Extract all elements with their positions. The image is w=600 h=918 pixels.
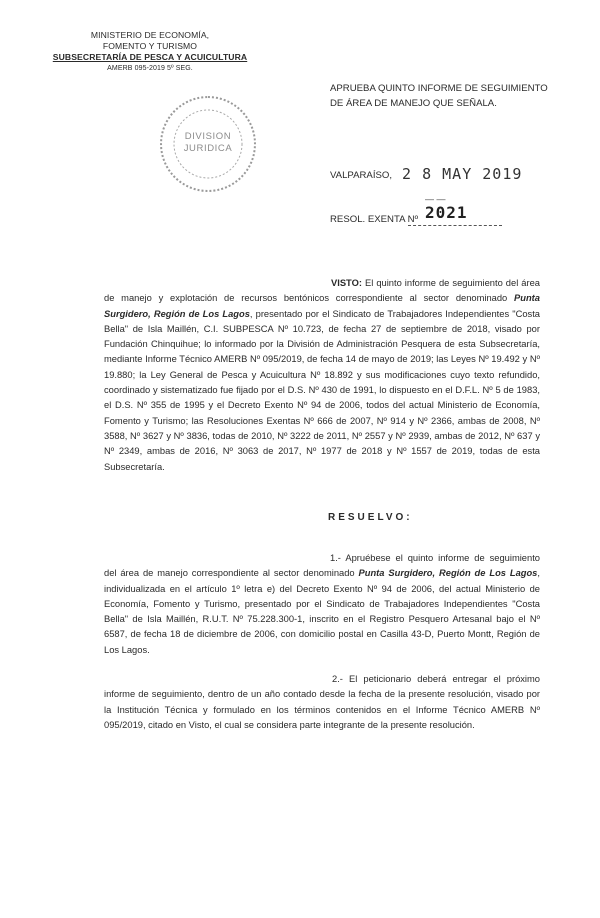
ministry-line-2: FOMENTO Y TURISMO xyxy=(102,41,198,51)
letterhead xyxy=(50,30,250,74)
point1-text-b: , individualizada en el artículo 1º letra e) del Decreto Exento Nº 94 de 2006, del actual Ministerio de Economía, Fomento y Turismo, presentado por el Sindicato de Trabajadores Independientes "Costa Bella" de Isla Maillén, R.U.T. Nº 75.228.300-1, inscrito en el Registro Pesquero Artesanal bajo el Nº 6587, de fecha 18 de diciembre de 2006, con domicilio postal en Casilla 43-D, Puerto Montt, Región de Los Lagos. xyxy=(104,568,540,655)
visto-paragraph xyxy=(104,276,540,475)
resolution-label: RESOL. EXENTA Nº xyxy=(330,214,419,225)
resolution-point-2 xyxy=(104,672,540,733)
resolution-point-1 xyxy=(104,551,540,658)
date-stamp: 2 8 MAY 2019 xyxy=(402,165,523,183)
point1-sector: Punta Surgidero, Región de Los Lagos xyxy=(358,568,538,579)
visto-label: VISTO: xyxy=(331,278,362,288)
stamp-line-2: JURIDICA xyxy=(183,143,233,154)
resolution-line xyxy=(330,194,560,225)
resolution-underline xyxy=(408,225,502,226)
date-place: VALPARAÍSO, xyxy=(330,170,393,181)
resuelvo-heading: RESUELVO: xyxy=(328,512,413,523)
point1-text-a: 1.- Apruébese el quinto informe de seguimiento del área de manejo correspondiente al sector denominado xyxy=(104,553,540,579)
visto-text-a: El quinto informe de seguimiento del área de manejo y explotación de recursos bentónicos correspondiente al sector denominado xyxy=(104,278,540,304)
subject-heading: APRUEBA QUINTO INFORME DE SEGUIMIENTO DE ÁREA DE MANEJO QUE SEÑALA. xyxy=(330,83,548,109)
division-juridica-stamp xyxy=(160,96,256,192)
ministry-line-1: MINISTERIO DE ECONOMÍA, xyxy=(90,30,210,40)
point2-text: 2.- El peticionario deberá entregar el próximo informe de seguimiento, dentro de un año contado desde la fecha de la presente resolución, visado por la Institución Técnica y formulado en los términos contenidos en el Informe Técnico AMERB Nº 095/2019, citado en Visto, el cual se considera parte integrante de la presente resolución. xyxy=(104,674,540,730)
stamp-line-1: DIVISION xyxy=(184,131,232,142)
date-line xyxy=(330,164,522,182)
visto-text-b: , presentado por el Sindicato de Trabajadores Independientes "Costa Bella" de Isla Maillén, C.I. SUBPESCA Nº 10.723, de fecha 27 de septiembre de 2018, visado por Fundación Chinquihue; lo informado por la División de Administración Pesquera de esta Subsecretaría, mediante Informe Técnico AMERB Nº 095/2019, de fecha 14 de mayo de 2019; las Leyes Nº 19.492 y Nº 19.880; la Ley General de Pesca y Acuicultura Nº 18.892 y sus modificaciones cuyo texto refundido, coordinado y sistematizado fue fijado por el D.S. Nº 430 de 1991, lo dispuesto en el D.F.L. Nº 5 de 1983, el D.S. Nº 355 de 1995 y el Decreto Exento Nº 94 de 2006, todos del actual Ministerio de Economía, Fomento y Turismo; las Resoluciones Exentas Nº 666 de 2007, Nº 914 y Nº 2366, ambas de 2008, Nº 3588, Nº 3627 y Nº 3836, todas de 2010, Nº 3222 de 2011, Nº 2557 y Nº 2939, ambas de 2012, Nº 637 y Nº 2349, ambas de 2016, Nº 3063 de 2017, Nº 1977 de 2018 y Nº 1557 de 2019, todas de esta Subsecretaría. xyxy=(104,308,540,472)
visto-sector: Punta Surgidero, Región de Los Lagos xyxy=(104,293,540,319)
reference-code: AMERB 095-2019 5º SEG. xyxy=(107,65,193,72)
subsecretaria-title: SUBSECRETARÍA DE PESCA Y ACUICULTURA xyxy=(52,52,248,62)
resolution-number: 2021 xyxy=(425,203,468,222)
resolution-mark: — — xyxy=(425,194,446,204)
